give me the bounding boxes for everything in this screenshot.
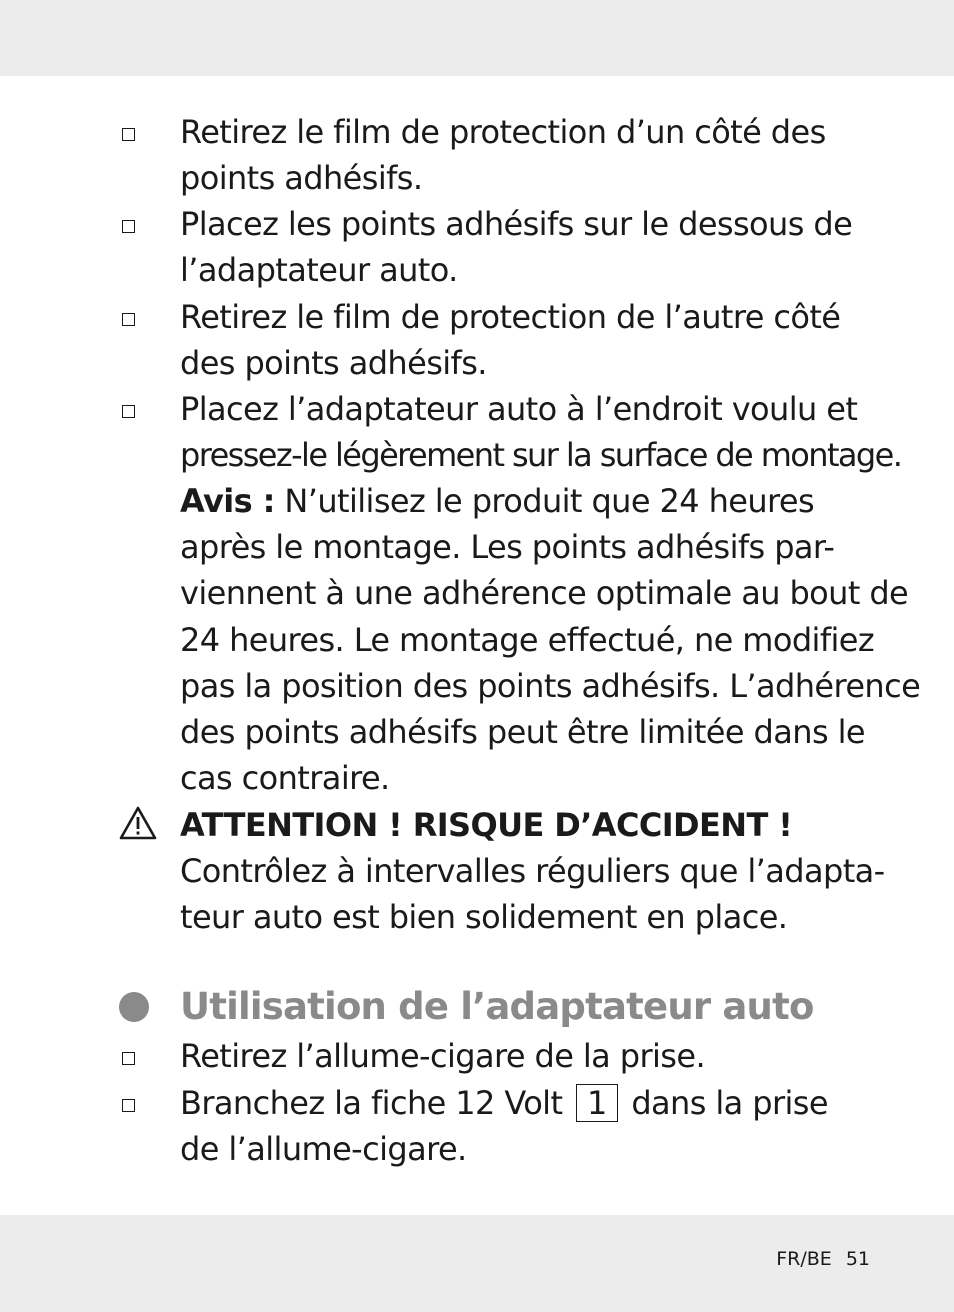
warning-title: ATTENTION ! RISQUE D’ACCIDENT ! — [180, 806, 793, 844]
top-band — [0, 0, 954, 76]
checkbox-bullet-icon — [122, 313, 135, 326]
step-text: dans la prise — [621, 1084, 828, 1122]
step-line: Placez les points adhésifs sur le dessous de — [180, 205, 853, 243]
step-line: points adhésifs. — [180, 159, 423, 197]
section-heading: Utilisation de l’adaptateur auto — [180, 985, 814, 1028]
warning-triangle-icon — [118, 805, 158, 841]
checkbox-bullet-icon — [122, 128, 135, 141]
warning-line: teur auto est bien solidement en place. — [180, 898, 788, 936]
notice-text: N’utilisez le produit que 24 heures — [274, 482, 815, 520]
section-step-line: de l’allume-cigare. — [180, 1130, 467, 1168]
step-text: Branchez la fiche 12 Volt — [180, 1084, 572, 1122]
notice-label: Avis : — [180, 482, 275, 520]
step-line: des points adhésifs. — [180, 344, 487, 382]
notice-line: après le montage. Les points adhésifs par- — [180, 528, 835, 566]
checkbox-bullet-icon — [122, 1099, 135, 1112]
step-line: l’adaptateur auto. — [180, 251, 458, 289]
notice-line: des points adhésifs peut être limitée dans le — [180, 713, 865, 751]
section-step-line: Retirez l’allume-cigare de la prise. — [180, 1037, 706, 1075]
part-reference-box: 1 — [576, 1084, 618, 1122]
warning-line: Contrôlez à intervalles réguliers que l’adapta- — [180, 852, 885, 890]
step-line: Retirez le film de protection de l’autre côté — [180, 298, 841, 336]
section-step-line — [180, 1080, 880, 1126]
notice-first-line — [180, 478, 880, 524]
checkbox-bullet-icon — [122, 220, 135, 233]
page-footer — [740, 1245, 870, 1273]
notice-line: 24 heures. Le montage effectué, ne modifiez — [180, 621, 875, 659]
notice-line: viennent à une adhérence optimale au bout de — [180, 574, 909, 612]
notice-line: cas contraire. — [180, 759, 390, 797]
notice-line: pas la position des points adhésifs. L’adhérence — [180, 667, 921, 705]
checkbox-bullet-icon — [122, 1052, 135, 1065]
step-line: pressez-le légèrement sur la surface de montage. — [180, 436, 902, 474]
checkbox-bullet-icon — [122, 405, 135, 418]
section-bullet-icon — [119, 992, 149, 1022]
step-line: Retirez le film de protection d’un côté des — [180, 113, 826, 151]
footer-locale: FR/BE — [776, 1248, 832, 1270]
step-line: Placez l’adaptateur auto à l’endroit voulu et — [180, 390, 858, 428]
page-number: 51 — [845, 1248, 870, 1270]
